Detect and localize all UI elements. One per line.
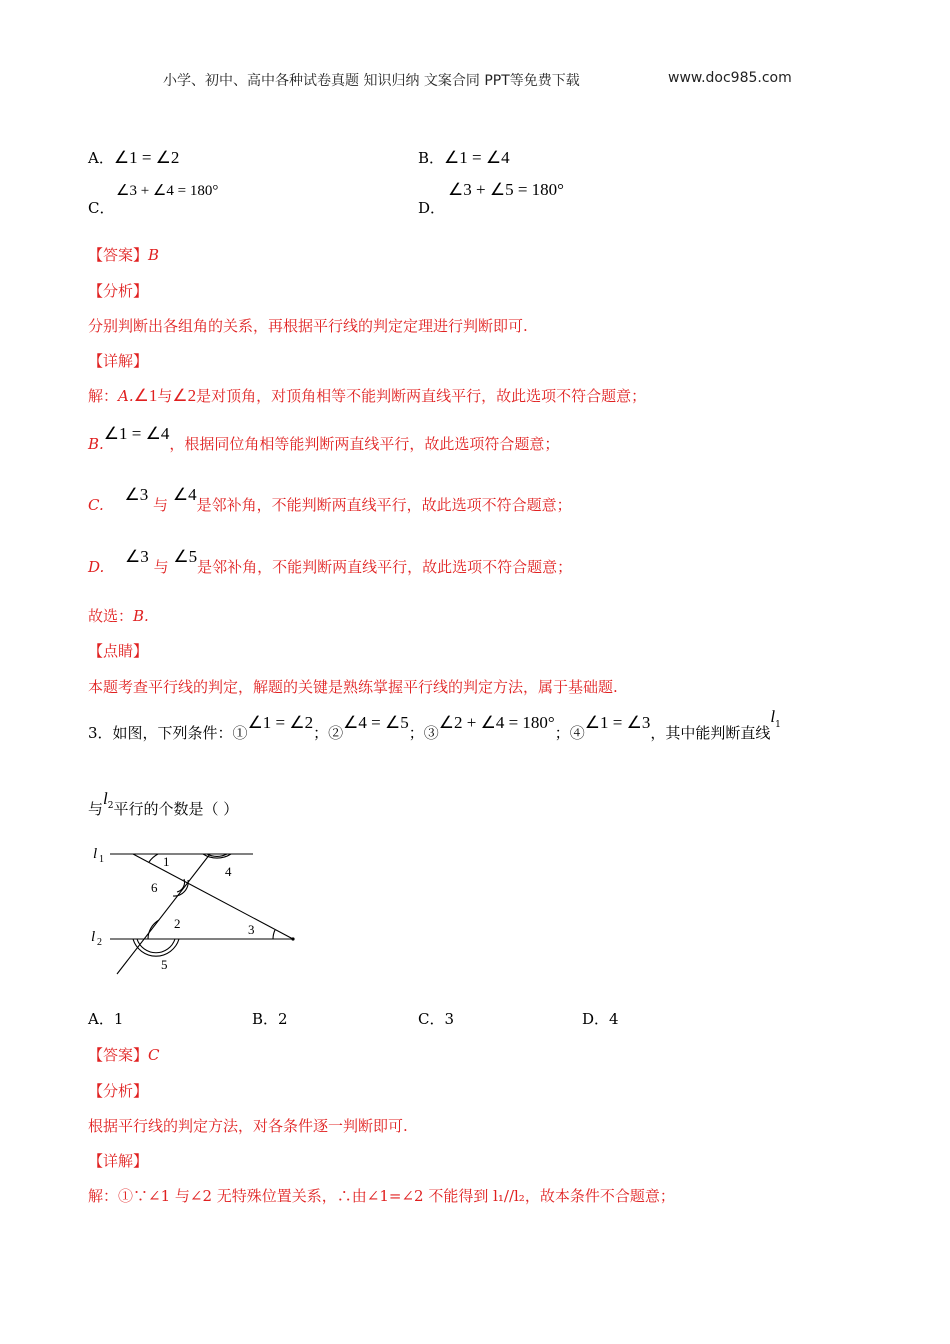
angle-label-2: 2 — [174, 916, 181, 931]
arc-angle-5 — [133, 939, 179, 956]
q3-option-b: B．2 — [252, 1010, 288, 1028]
angle-label-3: 3 — [248, 922, 255, 937]
arc-angle-1 — [149, 854, 158, 862]
label-l2: l — [91, 929, 96, 945]
angle-label-6: 6 — [151, 880, 158, 895]
choose: 故选：B. — [88, 607, 149, 625]
q3-detail-label: 【详解】 — [88, 1152, 149, 1170]
q3-option-d: D．4 — [582, 1010, 619, 1028]
transversal-cd — [117, 854, 210, 974]
header-url[interactable]: www.doc985.com — [668, 70, 792, 86]
angle-label-5: 5 — [161, 957, 168, 972]
detail-a: 解：A.∠1与∠2是对顶角，对顶角相等不能判断两直线平行，故此选项不符合题意； — [88, 386, 647, 405]
q3-option-a: A．1 — [88, 1010, 124, 1028]
label-l1-sub: 1 — [99, 854, 104, 865]
angle-label-4: 4 — [225, 864, 232, 879]
option-c: C． — [88, 199, 115, 217]
arc-angle-3 — [273, 930, 275, 939]
header-text: 小学、初中、高中各种试卷真题 知识归纳 文案合同 PPT等免费下载 — [163, 73, 580, 89]
option-c-math: ∠3 + ∠4 = 180° — [116, 183, 219, 199]
detail-c: C. ∠3 与 ∠4是邻补角，不能判断两直线平行，故此选项不符合题意； — [88, 485, 572, 514]
note-label: 【点睛】 — [88, 642, 149, 660]
option-d: D． — [418, 199, 446, 217]
detail-d: D. ∠3 与 ∠5是邻补角，不能判断两直线平行，故此选项不符合题意； — [88, 547, 573, 576]
q3-answer: 【答案】C — [88, 1046, 160, 1064]
detail-b: B.∠1 = ∠4，根据同位角相等能判断两直线平行，故此选项符合题意； — [88, 424, 560, 453]
parallel-lines-figure — [85, 838, 305, 978]
analysis-label: 【分析】 — [88, 282, 149, 300]
option-d-math: ∠3 + ∠5 = 180° — [448, 180, 564, 199]
q3-analysis-text: 根据平行线的判定方法，对各条件逐一判断即可. — [88, 1117, 408, 1135]
q3-detail-line: 解：①∵∠1 与∠2 无特殊位置关系，∴由∠1=∠2 不能得到 l₁//l₂，故本条件不合题意； — [88, 1187, 675, 1205]
q3-line1: 3．如图，下列条件：①∠1 = ∠2；②∠4 = ∠5；③∠2 + ∠4 = 180°；④∠1 = ∠3，其中能判断直线$l^1$ — [88, 707, 781, 742]
label-l2-sub: 2 — [97, 937, 102, 948]
answer: 【答案】B — [88, 246, 160, 264]
analysis-text: 分别判断出各组角的关系，再根据平行线的判定定理进行判断即可. — [88, 317, 528, 335]
detail-label: 【详解】 — [88, 352, 149, 370]
option-b: B．∠1 = ∠4 — [418, 148, 510, 167]
angle-label-1: 1 — [163, 854, 170, 869]
q3-analysis-label: 【分析】 — [88, 1082, 149, 1100]
arc-angle-2 — [148, 920, 159, 939]
option-a: A．∠1 = ∠2 — [88, 148, 180, 167]
q3-option-c: C．3 — [418, 1010, 455, 1028]
label-l1: l — [93, 846, 98, 862]
transversal-ab — [133, 854, 293, 939]
q3-line2: 与$l^2$平行的个数是（ ） — [88, 789, 239, 818]
note-text: 本题考查平行线的判定，解题的关键是熟练掌握平行线的判定方法，属于基础题. — [88, 678, 618, 696]
